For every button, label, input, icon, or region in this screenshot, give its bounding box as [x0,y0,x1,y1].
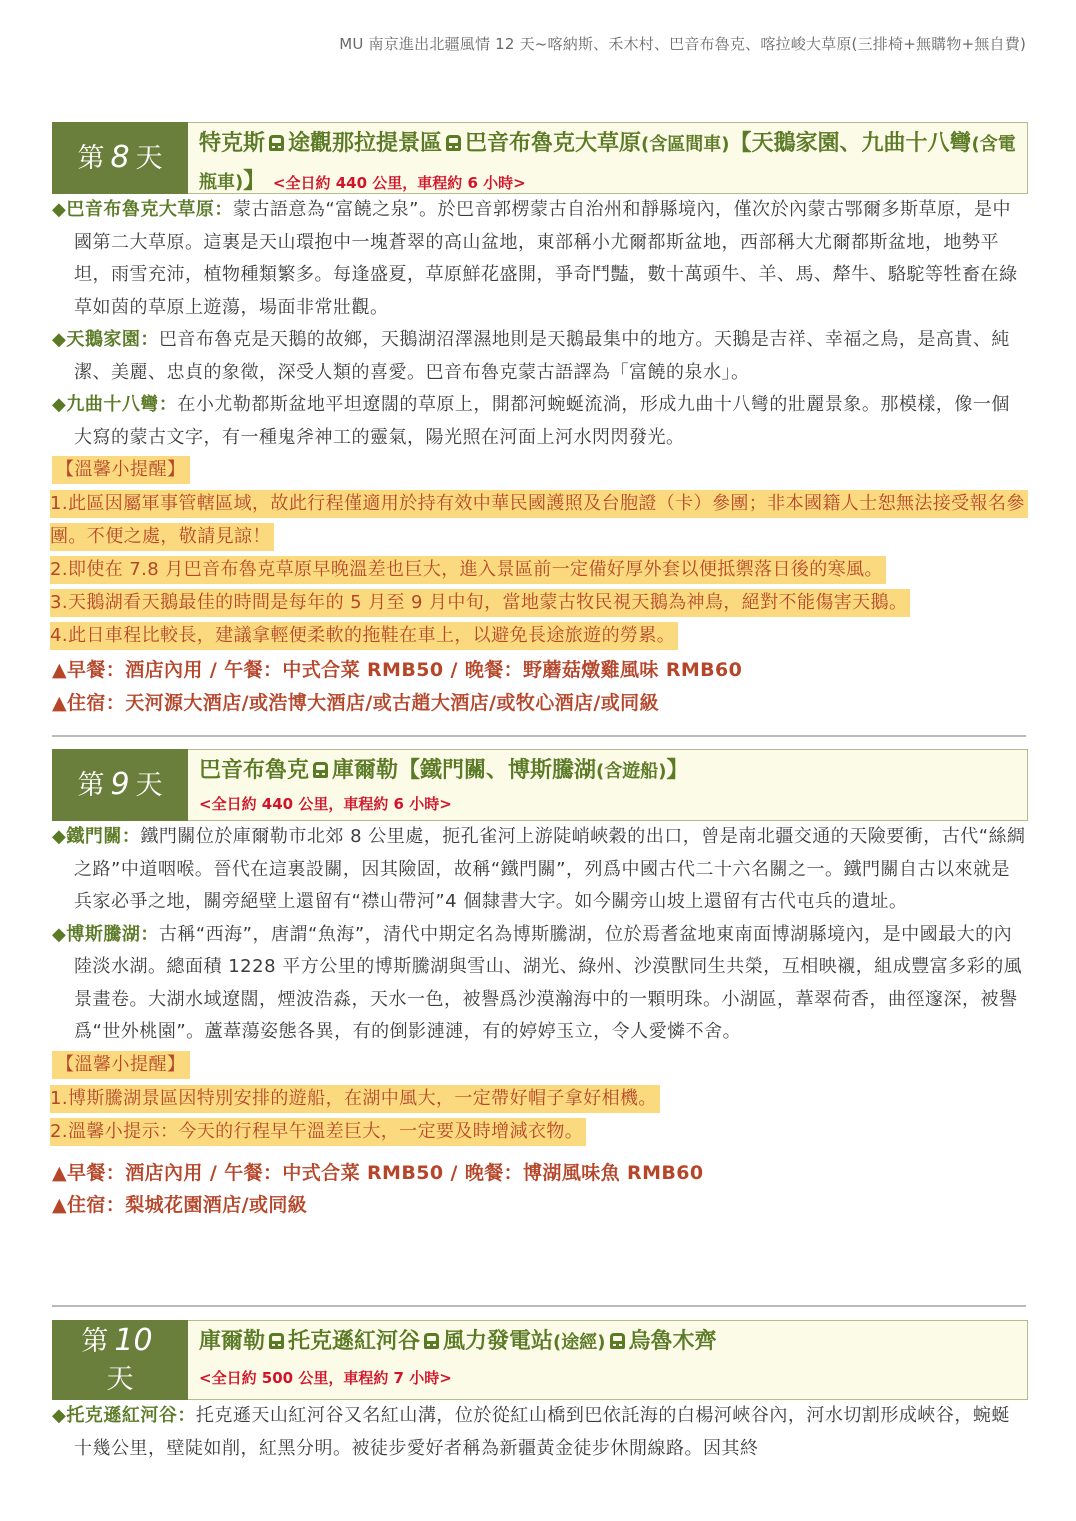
day-10-label-suffix: 天 [106,1363,134,1395]
divider [52,735,1026,737]
bus-icon [269,135,284,151]
day-10-label [52,1320,188,1400]
tip-label: 【溫馨小提醒】 [52,456,190,484]
day-10-route [188,1320,1028,1400]
day-10-distance: <全日約 500 公里，車程約 7 小時> [199,1369,452,1387]
route-stop: 烏魯木齊 [628,1329,717,1354]
day-8-header [52,122,1028,194]
day-9-label [52,749,188,821]
route-stop: 途觀那拉提景區 [288,131,443,156]
section-swan-home [52,324,1028,389]
day-9-meals: ▲早餐：酒店內用 / 午餐：中式合菜 RMB50 / 晚餐：博湖風味魚 RMB60 [52,1161,704,1184]
day-8-hotel: ▲住宿：天河源大酒店/或浩博大酒店/或古趙大酒店/或牧心酒店/或同級 [52,691,659,714]
day-10-block [52,1320,1028,1465]
route-stop: 庫爾勒 [199,1329,266,1354]
bus-icon [313,762,328,778]
bus-icon [269,1333,284,1349]
section-text: 古稱“西海”，唐謂“魚海”，清代中期定名為博斯騰湖，位於焉耆盆地東南面博湖縣境內，是中國最大的內陸淡水湖。總面積 1228 平方公里的博斯騰湖與雪山、湖光、綠州、沙漠獸同生共榮，互相映襯，組成豐富多彩的風景畫卷。大湖水域遼闊，煙波浩淼，天水一色，被譽爲沙漠瀚海中的一顆明珠。小湖區，葦翠荷香，曲徑邃深，被譽爲“世外桃園”。蘆葦蕩姿態各異，有的倒影漣漣，有的婷婷玉立，令人愛憐不舍。 [74,923,1023,1042]
section-bosten-lake [52,919,1028,1049]
tip-item: 4.此日車程比較長，建議拿輕便柔軟的拖鞋在車上，以避免長途旅遊的勞累。 [50,622,678,650]
route-stop: 巴音布魯克大草原 [465,131,642,156]
tip-item: 1.博斯騰湖景區因特別安排的遊船，在湖中風大，一定帶好帽子拿好相機。 [50,1085,660,1113]
route-bracket: 】 [666,758,689,783]
day-8-label [52,122,188,194]
section-title: ◆博斯騰湖： [52,923,159,945]
route-stop: 托克遜紅河谷 [288,1329,421,1354]
section-bayanbulak [52,194,1028,324]
route-stop: 【鐵門關、博斯騰湖 [398,758,597,783]
route-bracket: 】 [243,169,266,194]
section-text: 蒙古語意為“富饒之泉”。於巴音郭楞蒙古自治州和靜縣境內，僅次於內蒙古鄂爾多斯草原，是中國第二大草原。這裏是天山環抱中一塊蒼翠的高山盆地，東部稱小尤爾都斯盆地，西部稱大尤爾都斯盆地，地勢平坦，雨雪充沛，植物種類繁多。每逢盛夏，草原鮮花盛開，爭奇鬥豔，數十萬頭牛、羊、馬、犛牛、駱駝等牲畜在綠草如茵的草原上遊蕩，場面非常壯觀。 [74,199,1018,318]
section-nine-bends [52,389,1028,454]
tip-item: 2.溫馨小提示：今天的行程早午溫差巨大，一定要及時增減衣物。 [50,1118,586,1146]
day-9-route [188,749,1028,821]
tip-item: 2.即使在 7.8 月巴音布魯克草原早晚溫差也巨大，進入景區前一定備好厚外套以便抵禦落日後的寒風。 [50,556,886,584]
day-8-label-text: 第 8 天 [77,139,163,175]
day-9-hotel: ▲住宿：梨城花園酒店/或同級 [52,1194,308,1216]
tip-label: 【溫馨小提醒】 [52,1051,190,1079]
tip-item: 3.天鵝湖看天鵝最佳的時間是每年的 5 月至 9 月中旬，當地蒙古牧民視天鵝為神鳥，絕對不能傷害天鵝。 [50,589,910,617]
section-title: ◆九曲十八彎： [52,394,178,415]
divider [52,1305,1026,1307]
bus-icon [610,1333,625,1349]
section-title: ◆巴音布魯克大草原： [52,199,233,220]
day-9-distance: <全日約 440 公里，車程約 6 小時> [199,795,452,813]
section-text: 巴音布魯克是天鵝的故鄉，天鵝湖沼澤濕地則是天鵝最集中的地方。天鵝是吉祥、幸福之鳥，是高貴、純潔、美麗、忠貞的象徵，深受人類的喜愛。巴音布魯克蒙古語譯為「富饒的泉水」。 [74,329,1010,383]
section-red-canyon [52,1400,1028,1465]
bus-icon [446,135,461,151]
route-note: (途經) [553,1332,606,1353]
section-text: 托克遜天山紅河谷又名紅山溝，位於從紅山橋到巴依託海的白楊河峽谷內，河水切割形成峽谷，蜿蜒十幾公里，壁陡如削，紅黑分明。被徒步愛好者稱為新疆黃金徒步休閒線路。因其終 [74,1405,1010,1459]
day-9-tips [50,1082,1028,1148]
route-note: (含電瓶車) [199,134,1016,193]
route-stop: 庫爾勒 [332,758,399,783]
day-9-block [52,749,1028,1222]
document-header-title: MU 南京進出北疆風情 12 天~喀納斯、禾木村、巴音布魯克、喀拉峻大草原(三排椅+無購物+無自費) [339,35,1026,53]
route-stop: 【天鵝家園、九曲十八彎 [729,131,972,156]
tip-item: 1.此區因屬軍事管轄區域，故此行程僅適用於持有效中華民國護照及台胞證（卡）參團；非本國籍人士恕無法接受報名參團。不便之處，敬請見諒！ [50,490,1028,551]
day-10-label-text: 第 10 [81,1322,153,1358]
section-title: ◆托克遜紅河谷： [52,1405,196,1426]
day-8-distance: <全日約 440 公里，車程約 6 小時> [272,174,526,192]
section-iron-gate [52,821,1028,919]
day-8-route [188,122,1028,194]
route-note: (含區間車) [641,134,730,155]
route-stop: 特克斯 [199,131,266,156]
section-text: 在小尤勒都斯盆地平坦遼闊的草原上，開都河蜿蜒流淌，形成九曲十八彎的壯麗景象。那模樣，像一個大寫的蒙古文字，有一種鬼斧神工的靈氣，陽光照在河面上河水閃閃發光。 [74,394,1010,448]
route-stop: 巴音布魯克 [199,758,310,783]
day-8-tips [50,487,1028,652]
section-text: 鐵門關位於庫爾勒市北郊 8 公里處，扼孔雀河上游陡峭峽穀的出口，曾是南北疆交通的天險要衝，古代“絲綢之路”中道咽喉。晉代在這裏設關，因其險固，故稱“鐵門關”，列爲中國古代二十六名關之一。鐵門關自古以來就是兵家必爭之地，關旁絕壁上還留有“襟山帶河”4 個隸書大字。如今關旁山坡上還留有古代屯兵的遺址。 [74,826,1026,912]
route-stop: 風力發電站 [443,1329,554,1354]
day-8-block [52,122,1028,719]
section-title: ◆天鵝家園： [52,329,159,350]
route-note: (含遊船) [596,761,667,782]
day-10-header [52,1320,1028,1400]
day-9-label-text: 第 9 天 [77,766,163,802]
day-8-meals: ▲早餐：酒店內用 / 午餐：中式合菜 RMB50 / 晚餐：野蘑菇燉雞風味 RMB60 [52,659,743,681]
bus-icon [424,1333,439,1349]
day-9-header [52,749,1028,821]
section-title: ◆鐵門關： [52,826,141,847]
